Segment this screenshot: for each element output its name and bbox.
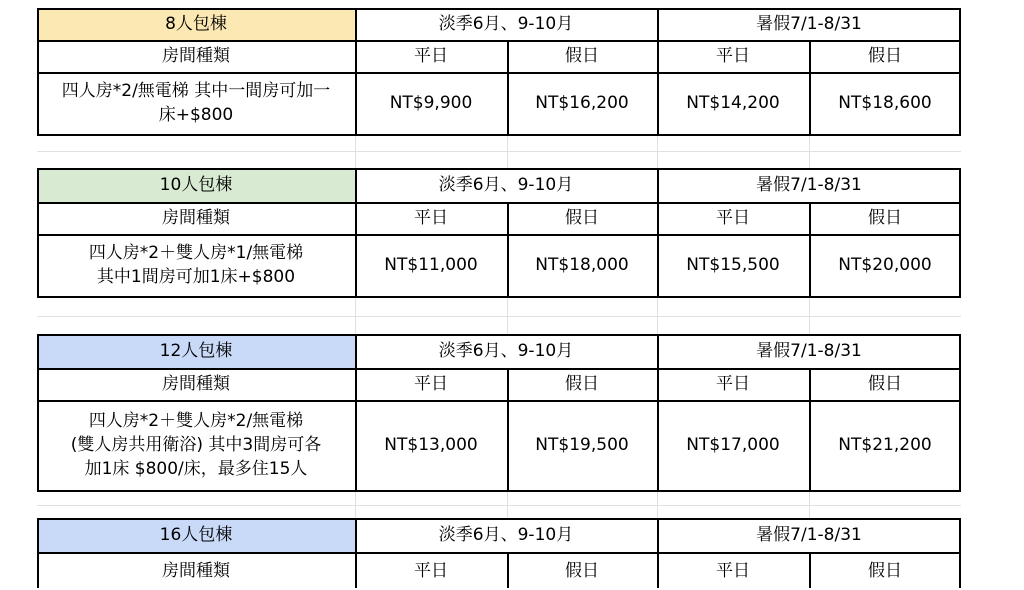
- border: [37, 168, 39, 297]
- block-1-season-summer[interactable]: 暑假7/1-8/31: [756, 14, 862, 34]
- border: [959, 168, 961, 297]
- gridline: [355, 296, 356, 334]
- gridline: [507, 490, 508, 518]
- block-1-price-summer-holiday[interactable]: NT$18,600: [838, 93, 932, 113]
- block-1-room-label[interactable]: 房間種類: [162, 46, 230, 66]
- border: [37, 168, 961, 170]
- block-3-low-holiday[interactable]: 假日: [565, 374, 599, 394]
- border: [37, 400, 961, 402]
- block-3-title[interactable]: 12人包棟: [159, 341, 233, 361]
- block-2-low-holiday[interactable]: 假日: [565, 208, 599, 228]
- block-3-price-summer-weekday[interactable]: NT$17,000: [686, 435, 780, 455]
- block-4-season-low[interactable]: 淡季6月、9-10月: [438, 525, 574, 545]
- block-2-low-weekday[interactable]: 平日: [414, 208, 448, 228]
- block-2-season-summer[interactable]: 暑假7/1-8/31: [756, 175, 862, 195]
- block-4-summer-weekday[interactable]: 平日: [716, 561, 750, 581]
- block-1-title[interactable]: 8人包棟: [165, 14, 227, 34]
- block-1-low-holiday[interactable]: 假日: [565, 46, 599, 66]
- block-3-summer-weekday[interactable]: 平日: [716, 374, 750, 394]
- block-2-season-low[interactable]: 淡季6月、9-10月: [438, 175, 574, 195]
- border: [37, 134, 961, 136]
- gridline: [809, 296, 810, 334]
- block-3-summer-holiday[interactable]: 假日: [868, 374, 902, 394]
- gridline: [355, 134, 356, 168]
- block-3-season-low[interactable]: 淡季6月、9-10月: [438, 341, 574, 361]
- block-4-season-summer[interactable]: 暑假7/1-8/31: [756, 525, 862, 545]
- border: [355, 168, 357, 297]
- block-1-low-weekday[interactable]: 平日: [414, 46, 448, 66]
- block-4-low-weekday[interactable]: 平日: [414, 561, 448, 581]
- border: [37, 490, 961, 492]
- border: [37, 518, 39, 588]
- gridline: [37, 316, 961, 317]
- border: [37, 202, 961, 204]
- room-desc-line: 四人房*2＋雙人房*2/無電梯: [88, 411, 304, 431]
- gridline: [37, 151, 961, 152]
- room-desc-line: 其中1間房可加1床+$800: [96, 267, 296, 287]
- block-2-price-low-holiday[interactable]: NT$18,000: [535, 255, 629, 275]
- block-1-price-summer-weekday[interactable]: NT$14,200: [686, 93, 780, 113]
- border: [37, 334, 961, 336]
- border: [959, 518, 961, 588]
- border: [37, 296, 961, 298]
- block-3-price-low-holiday[interactable]: NT$19,500: [535, 435, 629, 455]
- border: [657, 8, 659, 135]
- block-3-room-label[interactable]: 房間種類: [162, 374, 230, 394]
- border: [507, 40, 509, 135]
- border: [37, 8, 39, 135]
- room-desc-line: 四人房*2＋雙人房*1/無電梯: [88, 243, 304, 263]
- block-3-room-desc[interactable]: [37, 400, 355, 490]
- block-4-title[interactable]: 16人包棟: [159, 525, 233, 545]
- border: [355, 8, 357, 135]
- border: [809, 552, 811, 588]
- gridline: [355, 490, 356, 518]
- border: [657, 168, 659, 297]
- block-2-room-desc[interactable]: [37, 234, 355, 296]
- gridline: [657, 296, 658, 334]
- border: [37, 518, 961, 520]
- border: [959, 334, 961, 491]
- border: [959, 8, 961, 135]
- block-2-room-label[interactable]: 房間種類: [162, 208, 230, 228]
- border: [37, 72, 961, 74]
- border: [37, 368, 961, 370]
- border: [809, 368, 811, 491]
- room-desc-line: (雙人房共用衛浴) 其中3間房可各: [70, 435, 322, 455]
- block-1-room-desc[interactable]: [37, 72, 355, 134]
- block-1-price-low-holiday[interactable]: NT$16,200: [535, 93, 629, 113]
- gridline: [507, 296, 508, 334]
- gridline: [809, 490, 810, 518]
- block-2-price-summer-weekday[interactable]: NT$15,500: [686, 255, 780, 275]
- gridline: [809, 134, 810, 168]
- block-2-price-low-weekday[interactable]: NT$11,000: [384, 255, 478, 275]
- gridline: [657, 490, 658, 518]
- block-2-title[interactable]: 10人包棟: [159, 175, 233, 195]
- border: [37, 234, 961, 236]
- block-2-summer-holiday[interactable]: 假日: [868, 208, 902, 228]
- border: [809, 202, 811, 297]
- gridline: [507, 134, 508, 168]
- border: [507, 202, 509, 297]
- border: [355, 334, 357, 491]
- block-4-low-holiday[interactable]: 假日: [565, 561, 599, 581]
- block-3-low-weekday[interactable]: 平日: [414, 374, 448, 394]
- gridline: [37, 505, 961, 506]
- border: [507, 368, 509, 491]
- block-2-price-summer-holiday[interactable]: NT$20,000: [838, 255, 932, 275]
- block-2-summer-weekday[interactable]: 平日: [716, 208, 750, 228]
- block-4-room-label[interactable]: 房間種類: [162, 561, 230, 581]
- gridline: [657, 134, 658, 168]
- border: [355, 518, 357, 588]
- block-4-summer-holiday[interactable]: 假日: [868, 561, 902, 581]
- block-1-price-low-weekday[interactable]: NT$9,900: [389, 93, 473, 113]
- room-desc-line: 四人房*2/無電梯 其中一間房可加一: [61, 81, 331, 101]
- block-1-summer-weekday[interactable]: 平日: [716, 46, 750, 66]
- border: [657, 334, 659, 491]
- border: [37, 8, 961, 10]
- block-1-season-low[interactable]: 淡季6月、9-10月: [438, 14, 574, 34]
- block-3-price-summer-holiday[interactable]: NT$21,200: [838, 435, 932, 455]
- room-desc-line: 床+$800: [158, 105, 234, 125]
- border: [37, 40, 961, 42]
- block-3-season-summer[interactable]: 暑假7/1-8/31: [756, 341, 862, 361]
- border: [37, 334, 39, 491]
- border: [657, 518, 659, 588]
- border: [809, 40, 811, 135]
- room-desc-line: 加1床 $800/床，最多住15人: [84, 459, 308, 479]
- block-3-price-low-weekday[interactable]: NT$13,000: [384, 435, 478, 455]
- border: [507, 552, 509, 588]
- block-1-summer-holiday[interactable]: 假日: [868, 46, 902, 66]
- border: [37, 552, 961, 554]
